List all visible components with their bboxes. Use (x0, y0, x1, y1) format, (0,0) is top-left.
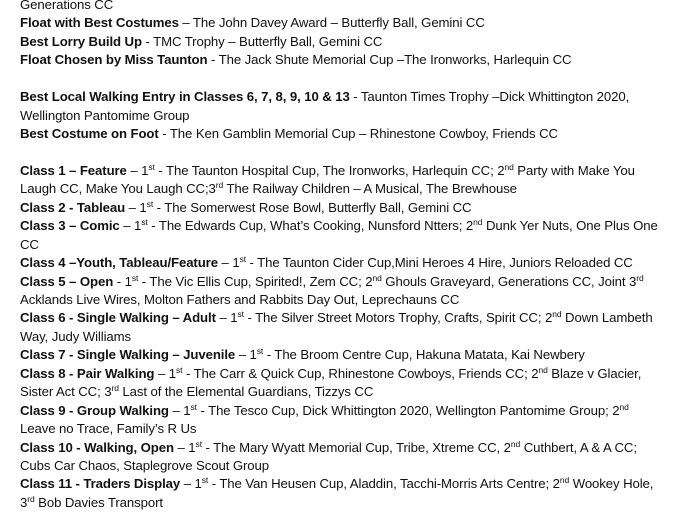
class-title: Class 4 –Youth, Tableau/Feature (20, 255, 218, 271)
class-text: Leave no Trace, Family’s R Us (20, 421, 197, 437)
class-text: CC (20, 236, 39, 252)
document-page (20, 0, 674, 512)
class-text: Dunk Yer Nuts, One Plus One (482, 218, 658, 234)
award-text: - The Jack Shute Memorial Cup –The Ironworks, Harlequin CC (207, 52, 572, 68)
class-text: Laugh CC, Make You Laugh CC;3 (20, 181, 216, 197)
class-9-line-1 (20, 402, 674, 420)
class-title: Class 9 - Group Walking (20, 402, 169, 418)
class-text: - The Silver Street Motors Trophy, Crafts, Spirit CC; 2 (243, 310, 553, 326)
class-text: Down Lambeth (561, 310, 653, 326)
text-line (20, 0, 674, 14)
class-text: - The Carr & Quick Cup, Rhinestone Cowboys, Friends CC; 2 (182, 365, 539, 381)
award-title: Best Costume on Foot (20, 126, 159, 142)
class-3-line-1 (20, 217, 674, 235)
class-8-line-1 (20, 365, 674, 383)
class-text: - The Vic Ellis Cup, Spirited!, Zem CC; 2 (138, 273, 373, 289)
class-text: – 1 (168, 402, 191, 418)
class-title: Class 6 - Single Walking – Adult (20, 310, 216, 326)
ordinal-suffix: st (148, 161, 155, 172)
ordinal-suffix: nd (538, 364, 548, 375)
class-text: 3 (20, 494, 28, 510)
award-title: Best Local Walking Entry in Classes 6, 7, 8, 9, 10 & 13 (20, 89, 350, 105)
class-title: Class 2 - Tableau (20, 199, 126, 215)
class-6-line-1 (20, 309, 674, 327)
award-miss-taunton (20, 51, 674, 69)
class-5-line-2 (20, 291, 674, 309)
award-local-walking-cont (20, 107, 674, 125)
class-3-line-2 (20, 236, 674, 254)
class-text: Wookey Hole, (569, 476, 654, 492)
class-text: Sister Act CC; 3 (20, 384, 112, 400)
class-10-line-1 (20, 439, 674, 457)
ordinal-suffix: st (146, 198, 154, 209)
ordinal-suffix: st (175, 364, 183, 375)
ordinal-suffix: nd (372, 272, 382, 283)
ordinal-suffix: st (256, 346, 264, 357)
ordinal-suffix: rd (111, 383, 119, 394)
class-11-line-2 (20, 494, 674, 512)
ordinal-suffix: st (190, 401, 197, 412)
class-text: Ghouls Graveyard, Generations CC, Joint 3 (381, 273, 637, 289)
award-lorry-build (20, 33, 674, 51)
class-text: – 1 (215, 310, 238, 326)
class-title: Class 8 - Pair Walking (20, 365, 155, 381)
class-1-line-2 (20, 180, 674, 198)
class-text: The Railway Children – A Musical, The Brewhouse (223, 181, 517, 197)
class-text: - The Taunton Cider Cup,Mini Heroes 4 Hire, Juniors Reloaded CC (245, 255, 633, 271)
class-text: Bob Davies Transport (34, 494, 163, 510)
class-text: - 1 (113, 273, 132, 289)
ordinal-suffix: st (141, 217, 148, 228)
class-text: - The Mary Wyatt Memorial Cup, Tribe, Xtreme CC, 2 (201, 439, 511, 455)
class-text: - The Van Heusen Cup, Aladdin, Tacchi-Morris Arts Centre; 2 (208, 476, 560, 492)
class-5-line-1 (20, 273, 674, 291)
class-text: Last of the Elemental Guardians, Tizzys CC (118, 384, 374, 400)
ordinal-suffix: rd (27, 493, 35, 504)
class-text: - The Tesco Cup, Dick Whittington 2020, Wellington Pantomime Group; 2 (196, 402, 620, 418)
text-line-content: Generations CC (20, 0, 114, 12)
class-title: Class 1 – Feature (20, 162, 127, 178)
class-text: – 1 (235, 347, 257, 363)
ordinal-suffix: nd (619, 401, 629, 412)
spacer (20, 70, 674, 88)
award-text: Wellington Pantomime Group (20, 107, 190, 123)
class-title: Class 3 – Comic (20, 218, 120, 234)
class-text: – 1 (126, 162, 149, 178)
award-title: Best Lorry Build Up (20, 33, 142, 49)
ordinal-suffix: nd (510, 438, 521, 449)
class-title: Class 7 - Single Walking – Juvenile (20, 347, 236, 363)
class-text: – 1 (154, 365, 176, 381)
class-text: – 1 (180, 476, 202, 492)
ordinal-suffix: st (237, 309, 244, 320)
award-text: - TMC Trophy – Butterfly Ball, Gemini CC (141, 33, 383, 49)
award-title: Float with Best Costumes (20, 15, 179, 31)
award-title: Float Chosen by Miss Taunton (20, 52, 208, 68)
class-text: Cubs Car Chaos, Staplegrove Scout Group (20, 457, 269, 473)
class-text: Way, Judy Williams (20, 328, 132, 344)
class-text: Cuthbert, A & A CC; (520, 439, 637, 455)
award-float-costumes (20, 14, 674, 32)
ordinal-suffix: nd (559, 475, 570, 486)
class-text: – 1 (119, 218, 142, 234)
class-text: - The Taunton Hospital Cup, The Ironworks, Harlequin CC; 2 (154, 162, 505, 178)
ordinal-suffix: st (195, 438, 202, 449)
class-11-line-1 (20, 475, 674, 493)
class-6-line-2 (20, 328, 674, 346)
class-text: – 1 (173, 439, 196, 455)
class-1-line-1 (20, 162, 674, 180)
award-costume-foot (20, 125, 674, 143)
class-text: Acklands Live Wires, Molton Fathers and Rabbits Day Out, Leprechauns CC (20, 292, 460, 307)
class-title: Class 10 - Walking, Open (20, 439, 174, 455)
award-text: - The Ken Gamblin Memorial Cup – Rhinestone Cowboy, Friends CC (158, 126, 558, 142)
class-text: – 1 (125, 199, 147, 215)
award-local-walking (20, 88, 674, 106)
class-text: Party with Make You (513, 162, 635, 178)
ordinal-suffix: nd (552, 309, 562, 320)
ordinal-suffix: rd (636, 272, 644, 283)
class-text: – 1 (217, 255, 240, 271)
class-10-line-2 (20, 457, 674, 475)
ordinal-suffix: st (239, 254, 246, 265)
class-title: Class 5 – Open (20, 273, 114, 289)
ordinal-suffix: st (131, 272, 139, 283)
class-text: - The Broom Centre Cup, Hakuna Matata, Kai Newbery (263, 347, 585, 363)
class-8-line-2 (20, 383, 674, 401)
ordinal-suffix: rd (215, 180, 224, 191)
award-text: – The John Davey Award – Butterfly Ball, Gemini CC (178, 15, 485, 31)
spacer (20, 144, 674, 162)
ordinal-suffix: nd (473, 217, 483, 228)
class-9-line-2 (20, 420, 674, 438)
class-7-line-1 (20, 346, 674, 364)
ordinal-suffix: nd (504, 161, 514, 172)
class-2-line-1 (20, 199, 674, 217)
award-text: - Taunton Times Trophy –Dick Whittington 2020, (349, 89, 630, 105)
class-4-line-1 (20, 254, 674, 272)
class-title: Class 11 - Traders Display (20, 476, 181, 492)
class-text: Blaze v Glacier, (547, 365, 642, 381)
ordinal-suffix: st (201, 475, 209, 486)
class-text: - The Edwards Cup, What’s Cooking, Nunsford Ntters; 2 (147, 218, 474, 234)
class-text: - The Somerwest Rose Bowl, Butterfly Ball, Gemini CC (153, 199, 472, 215)
